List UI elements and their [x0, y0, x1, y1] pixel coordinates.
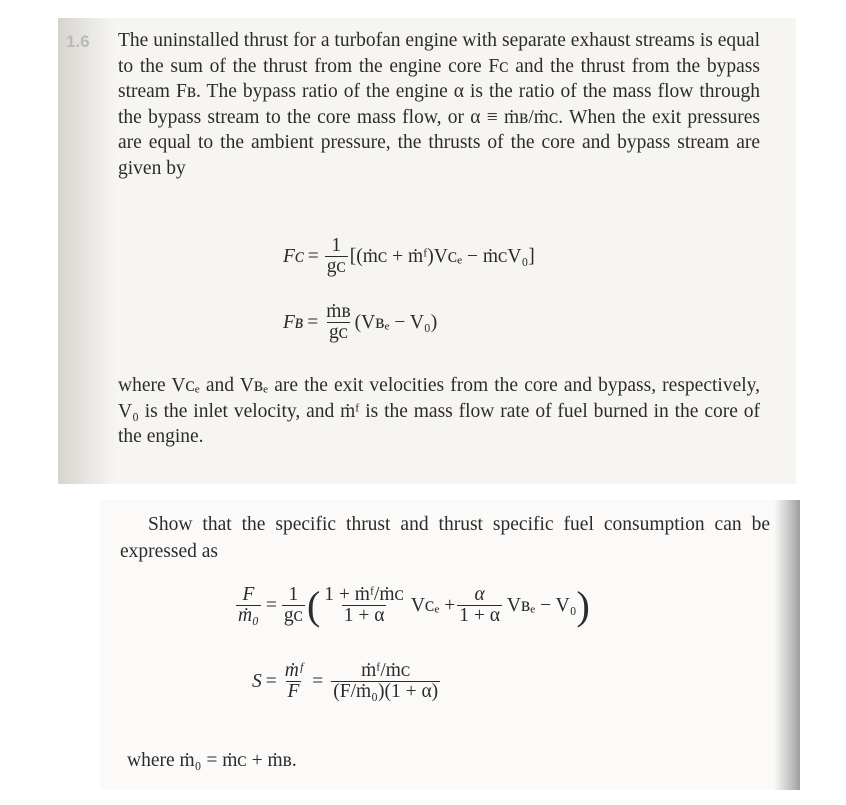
- eq1-den: gᴄ: [326, 256, 346, 278]
- equation-core-thrust: Fᴄ = $\frac{1}{\text{gᴄ}}$ [(ṁᴄ + ṁᶠ)Vᴄₑ − ṁᴄV₀]: [283, 235, 535, 278]
- eq2-den: gᴄ: [328, 322, 349, 344]
- eq1-num: 1: [331, 235, 342, 256]
- eq3-term1: Vᴄₑ +: [410, 594, 456, 616]
- eq3-alpha-den: 1 + α: [459, 605, 500, 627]
- eq3-gc-fraction: [282, 585, 305, 627]
- eq3-lhs-den: ṁ₀: [238, 605, 259, 627]
- eq2-rhs: (Vʙₑ − V₀): [354, 311, 438, 333]
- eq3-den: gᴄ: [283, 605, 303, 627]
- eq1-lhs: Fᴄ: [283, 245, 304, 267]
- eq3-term2: Vʙₑ − V₀: [506, 594, 577, 616]
- eq4-lhs: S: [252, 670, 262, 692]
- eq3-alpha-num: α: [474, 584, 485, 605]
- eq3-close-paren: ): [576, 582, 590, 628]
- page-edge-shadow: [774, 500, 800, 790]
- variable-definition-paragraph: where Vᴄₑ and Vʙₑ are the exit velocities from the core and bypass, respectively, V₀ is the inlet velocity, and ṁᶠ is the mass flow rate of fuel burned in the core of the engine.: [118, 375, 760, 447]
- eq4-f2-den: (F/ṁ₀)(1 + α): [333, 681, 439, 703]
- problem-statement-paragraph: The uninstalled thrust for a turbofan engine with separate exhaust streams is equal to the sum of the thrust from the engine core Fᴄ and the thrust from the bypass stream Fʙ. The bypass ratio of the engine α is the ratio of the mass flow through the bypass stream to the core mass flow, or α ≡ ṁʙ/ṁᴄ. When the exit pressures are equal to the ambient pressure, the thrusts of the core and bypass stream are given by: [118, 30, 760, 179]
- eq3-num: 1: [288, 584, 299, 605]
- equation-specific-thrust: $\frac{F}{\text{ṁ₀}}$ = $\frac{1}{\text{gᴄ}}$ ( $\frac{\text{1 + ṁᶠ/ṁᴄ}}{1 + \alpha}$ Vᴄₑ + $\frac{\alpha}{1 + \alpha}$ Vʙₑ − V₀ ): [238, 582, 590, 628]
- equation-tsfc: S = $\frac{\text{ṁᶠ}}{F}$ = $\frac{\text{ṁᶠ/ṁᴄ}}{\text{(F/ṁ₀)(1 + α)}}$: [252, 660, 439, 703]
- eq3-inner-den: 1 + α: [343, 605, 385, 627]
- closing-definition: where ṁ₀ = ṁᴄ + ṁʙ.: [127, 750, 297, 771]
- eq3-open-paren: (: [306, 582, 321, 628]
- eq3-lhs-fraction: [236, 585, 261, 627]
- page-gutter-shadow: [58, 18, 116, 484]
- eq3-inner-fraction: [322, 585, 406, 627]
- eq2-lhs: Fʙ: [283, 311, 304, 333]
- eq3-inner-num: 1 + ṁᶠ/ṁᴄ: [324, 584, 404, 605]
- task-paragraph: Show that the specific thrust and thrust specific fuel consumption can be expressed as: [120, 514, 770, 562]
- eq4-f1-den: F: [287, 681, 300, 703]
- eq3-lhs-num: F: [242, 584, 255, 605]
- eq4-f1-num: ṁᶠ: [284, 660, 303, 681]
- eq2-fraction: [324, 302, 352, 344]
- equation-bypass-thrust: Fʙ = $\frac{\text{ṁʙ}}{\text{gᴄ}}$ (Vʙₑ − V₀): [283, 301, 438, 344]
- eq3-alpha-fraction: [457, 585, 502, 627]
- eq2-num: ṁʙ: [326, 301, 351, 322]
- eq1-rhs: [(ṁᴄ + ṁᶠ)Vᴄₑ − ṁᴄV₀]: [349, 245, 535, 267]
- problem-number: 1.6: [66, 32, 90, 51]
- eq4-fraction2: [331, 661, 440, 703]
- eq4-fraction1: [283, 661, 304, 703]
- eq1-fraction: [325, 236, 348, 278]
- eq4-f2-num: ṁᶠ/ṁᴄ: [361, 660, 411, 681]
